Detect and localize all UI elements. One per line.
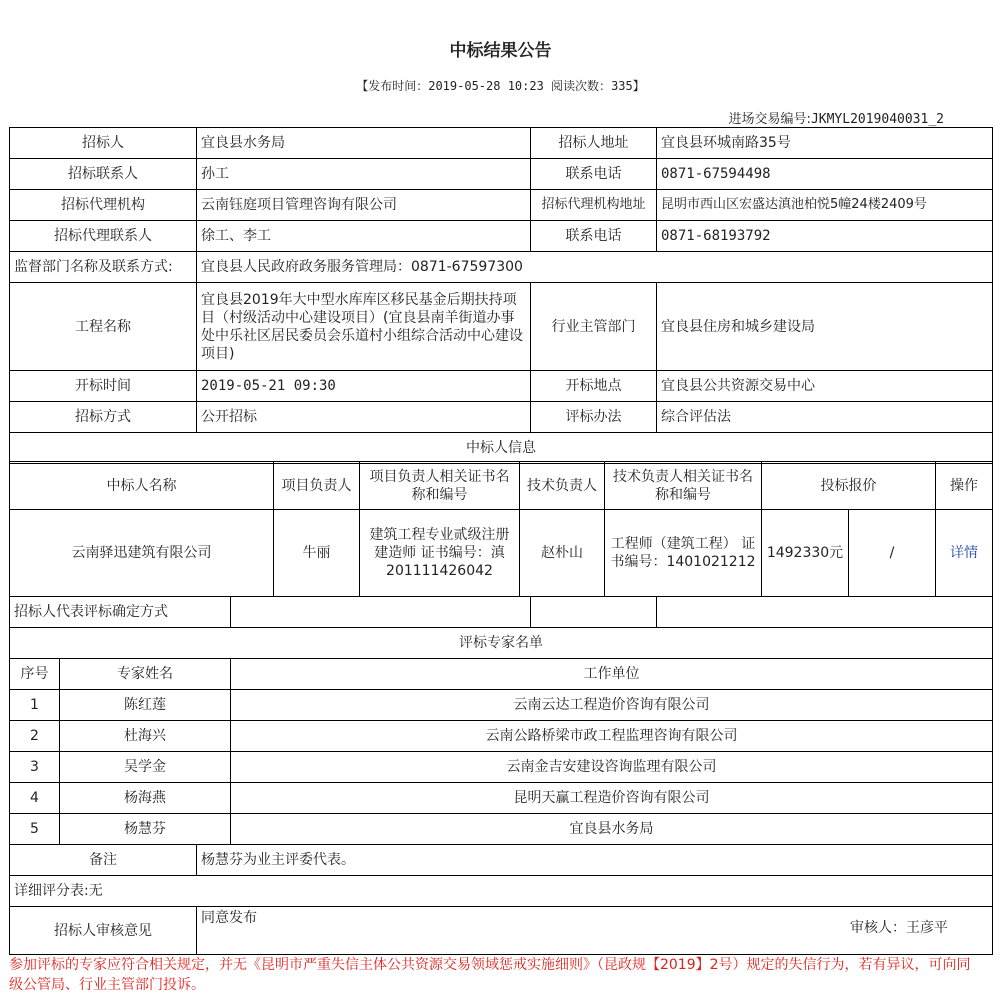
winner-section-title: 中标人信息 <box>10 433 993 464</box>
agency-label: 招标代理机构 <box>10 190 197 221</box>
details-link[interactable]: 详情 <box>950 545 978 561</box>
expert-unit: 云南公路桥梁市政工程监理咨询有限公司 <box>231 721 993 752</box>
disclaimer-notice: 参加评标的专家应符合相关规定，并无《昆明市严重失信主体公共资源交易领域惩戒实施细则》（昆政规【2019】2号）规定的失信行为，若有异议，可向同级公管局、行业主管部门投诉。 <box>9 957 971 993</box>
expert-no: 3 <box>10 752 60 783</box>
industry-label: 行业主管部门 <box>531 283 657 371</box>
tenderer-addr-label: 招标人地址 <box>531 128 657 159</box>
eval-label: 评标办法 <box>531 402 657 433</box>
tenderer-addr-value: 宜良县环城南路35号 <box>657 128 993 159</box>
expert-no: 1 <box>10 690 60 721</box>
review-cell <box>197 907 993 955</box>
expert-name: 陈红莲 <box>60 690 231 721</box>
trade-value: JKMYL2019040031_2 <box>810 112 944 127</box>
publish-prefix: 【发布时间： <box>356 79 429 93</box>
agency-addr-label: 招标代理机构地址 <box>531 190 657 221</box>
method-label: 招标方式 <box>10 402 197 433</box>
bid-header: 投标报价 <box>762 462 936 510</box>
supervise-label: 监督部门名称及联系方式: <box>10 252 197 283</box>
expert-name: 杜海兴 <box>60 721 231 752</box>
open-place-value: 宜良县公共资源交易中心 <box>657 371 993 402</box>
trade-label: 进场交易编号: <box>728 112 811 127</box>
method-value: 公开招标 <box>197 402 531 433</box>
agency-phone-label: 联系电话 <box>531 221 657 252</box>
publish-time: 2019-05-28 10:23 <box>428 79 544 93</box>
winner-name-header: 中标人名称 <box>10 462 274 510</box>
open-time-value: 2019-05-21 09:30 <box>197 371 531 402</box>
read-label: 阅读次数： <box>543 79 612 93</box>
pm-cert-header: 项目负责人相关证书名称和编号 <box>360 462 520 510</box>
open-time-label: 开标时间 <box>10 371 197 402</box>
expert-no-header: 序号 <box>10 659 60 690</box>
auditor: 审核人：王彦平 <box>850 920 948 936</box>
experts-table <box>9 596 993 845</box>
remark-label: 备注 <box>10 845 197 876</box>
agency-contact-label: 招标代理联系人 <box>10 221 197 252</box>
eval-value: 综合评估法 <box>657 402 993 433</box>
phone-value: 0871-67594498 <box>657 159 993 190</box>
expert-name: 吴学金 <box>60 752 231 783</box>
table-row <box>10 814 993 845</box>
rep-value-cell <box>231 597 531 628</box>
contact-value: 孙工 <box>197 159 531 190</box>
agency-phone-value: 0871-68193792 <box>657 221 993 252</box>
expert-unit: 昆明天赢工程造价咨询有限公司 <box>231 783 993 814</box>
expert-no: 4 <box>10 783 60 814</box>
winner-extra: / <box>849 510 936 597</box>
expert-unit: 云南云达工程造价咨询有限公司 <box>231 690 993 721</box>
agency-value: 云南钰庭项目管理咨询有限公司 <box>197 190 531 221</box>
phone-label: 联系电话 <box>531 159 657 190</box>
score-table-label: 详细评分表:无 <box>10 876 993 907</box>
winner-tech-cert: 工程师（建筑工程） 证书编号：1401021212 <box>605 510 762 597</box>
experts-section-title: 评标专家名单 <box>10 628 993 659</box>
expert-name: 杨海燕 <box>60 783 231 814</box>
publish-meta <box>0 77 1001 94</box>
remark-value: 杨慧芬为业主评委代表。 <box>197 845 993 876</box>
expert-unit-header: 工作单位 <box>231 659 993 690</box>
rep-extra-cell <box>531 597 657 628</box>
winner-table <box>9 461 993 597</box>
table-row <box>10 752 993 783</box>
page-title: 中标结果公告 <box>449 41 552 61</box>
info-table <box>9 127 993 464</box>
publish-suffix: 】 <box>632 79 645 93</box>
op-header: 操作 <box>936 462 993 510</box>
table-row <box>10 783 993 814</box>
open-place-label: 开标地点 <box>531 371 657 402</box>
review-label: 招标人审核意见 <box>10 907 197 955</box>
project-label: 工程名称 <box>10 283 197 371</box>
footer-table <box>9 844 993 955</box>
contact-label: 招标联系人 <box>10 159 197 190</box>
tenderer-value: 宜良县水务局 <box>197 128 531 159</box>
tenderer-label: 招标人 <box>10 128 197 159</box>
expert-no: 5 <box>10 814 60 845</box>
read-count: 335 <box>611 79 633 93</box>
expert-unit: 云南金吉安建设咨询监理有限公司 <box>231 752 993 783</box>
trade-number <box>729 108 944 127</box>
winner-name: 云南驿迅建筑有限公司 <box>10 510 274 597</box>
winner-pm-cert: 建筑工程专业贰级注册建造师 证书编号：滇201111426042 <box>360 510 520 597</box>
winner-pm: 牛丽 <box>274 510 360 597</box>
agency-addr-value: 昆明市西山区宏盛达滇池柏悦5幢24楼2409号 <box>657 190 993 221</box>
expert-name: 杨慧芬 <box>60 814 231 845</box>
expert-unit: 宜良县水务局 <box>231 814 993 845</box>
winner-bid: 1492330元 <box>762 510 849 597</box>
pm-header: 项目负责人 <box>274 462 360 510</box>
agency-contact-value: 徐工、李工 <box>197 221 531 252</box>
expert-name-header: 专家姓名 <box>60 659 231 690</box>
table-row <box>10 721 993 752</box>
tech-cert-header: 技术负责人相关证书名称和编号 <box>605 462 762 510</box>
supervise-value: 宜良县人民政府政务服务管理局：0871-67597300 <box>197 252 993 283</box>
review-value: 同意发布 <box>201 910 257 926</box>
table-row <box>10 690 993 721</box>
winner-tech: 赵朴山 <box>520 510 605 597</box>
tech-header: 技术负责人 <box>520 462 605 510</box>
industry-value: 宜良县住房和城乡建设局 <box>657 283 993 371</box>
rep-extra-cell-2 <box>657 597 993 628</box>
rep-label: 招标人代表评标确定方式 <box>10 597 231 628</box>
expert-no: 2 <box>10 721 60 752</box>
project-value: 宜良县2019年大中型水库库区移民基金后期扶持项目（村级活动中心建设项目）(宜良县南羊街道办事处中乐社区居民委员会乐道村小组综合活动中心建设项目) <box>197 283 531 371</box>
